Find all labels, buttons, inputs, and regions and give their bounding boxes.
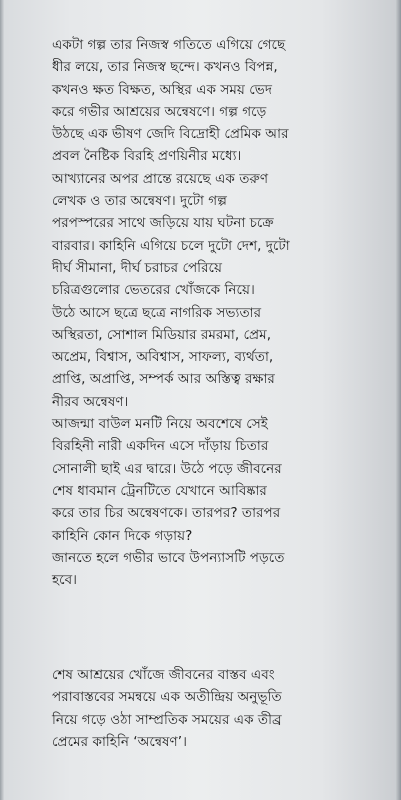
- blurb-line: করে গভীর আশ্রয়ের অন্বেষণে। গল্প গড়ে: [52, 103, 267, 120]
- blurb-line: ধীর লয়ে, তার নিজস্ব ছন্দে। কখনও বিপন্ন,: [52, 59, 278, 76]
- blurb-line: সোনালী ছাই এর দ্বারে। উঠে পড়ে জীবনের: [52, 460, 282, 477]
- blurb-line: অস্থিরতা, সোশাল মিডিয়ার রমরমা, প্রেম,: [52, 326, 272, 343]
- blurb-line: নীরব অন্বেষণ।: [52, 393, 129, 410]
- blurb-line: উঠছে এক ভীষণ জেদি বিদ্রোহী প্রেমিক আর: [52, 126, 289, 143]
- blurb-main-text: [52, 34, 370, 591]
- tagline-line: পরাবাস্তবের সমন্বয়ে এক অতীন্দ্রিয় অনুভূতি: [52, 689, 282, 706]
- blurb-line: উঠে আসে ছত্রে ছত্রে নাগরিক সভ্যতার: [52, 304, 262, 321]
- blurb-line: পরপস্পরের সাথে জড়িয়ে যায় ঘটনা চক্রে: [52, 215, 274, 232]
- tagline-line: শেষ আশ্রয়ের খোঁজে জীবনের বাস্তব এবং: [52, 667, 275, 683]
- blurb-line: হবে।: [52, 572, 78, 589]
- blurb-line: কাহিনি কোন দিকে গড়ায়?: [52, 527, 193, 544]
- blurb-line: জানতে হলে গভীর ভাবে উপন্যাসটি পড়তে: [52, 549, 285, 566]
- blurb-line: একটা গল্প তার নিজস্ব গতিতে এগিয়ে গেছে: [52, 37, 286, 53]
- cover-right-edge: [395, 0, 401, 800]
- cover-left-edge: [0, 0, 4, 800]
- blurb-line: লেখক ও তার অন্বেষণ। দুটো গল্প: [52, 193, 227, 210]
- blurb-line: প্রবল নৈষ্টিক বিরহি প্রণয়িনীর মধ্যে।: [52, 148, 242, 165]
- blurb-line: বিরহিনী নারী একদিন এসে দাঁড়ায় চিতার: [52, 438, 269, 455]
- blurb-line: প্রাপ্তি, অপ্রাপ্তি, সম্পর্ক আর অস্তিত্ব রক্ষার: [52, 371, 275, 388]
- blurb-line: করে তার চির অন্বেষণকে। তারপর? তারপর: [52, 505, 281, 522]
- blurb-line: শেষ ধাবমান ট্রেনটিতে যেখানে আবিষ্কার: [52, 482, 267, 499]
- blurb-line: বারবার। কাহিনি এগিয়ে চলে দুটো দেশ, দুটো: [52, 237, 290, 254]
- blurb-tagline: [52, 664, 370, 753]
- tagline-line: নিয়ে গড়ে ওঠা সাম্প্রতিক সময়ের এক তীব্র: [52, 711, 282, 728]
- blurb-line: অপ্রেম, বিশ্বাস, অবিশ্বাস, সাফল্য, ব্যর্থতা,: [52, 349, 274, 366]
- blurb-line: আজন্মা বাউল মনটি নিয়ে অবশেষে সেই: [52, 416, 268, 433]
- blurb-line: আখ্যানের অপর প্রান্তে রয়েছে এক তরুণ: [52, 170, 269, 187]
- blurb-line: চরিত্রগুলোর ভেতরের খোঁজকে নিয়ে।: [52, 282, 255, 299]
- blurb-line: দীর্ঘ সীমানা, দীর্ঘ চরাচর পেরিয়ে: [52, 259, 223, 276]
- blurb-line: কখনও ক্ষত বিক্ষত, অস্থির এক সময় ভেদ: [52, 81, 272, 98]
- tagline-line: প্রেমের কাহিনি ‘অন্বেষণ’।: [52, 733, 187, 750]
